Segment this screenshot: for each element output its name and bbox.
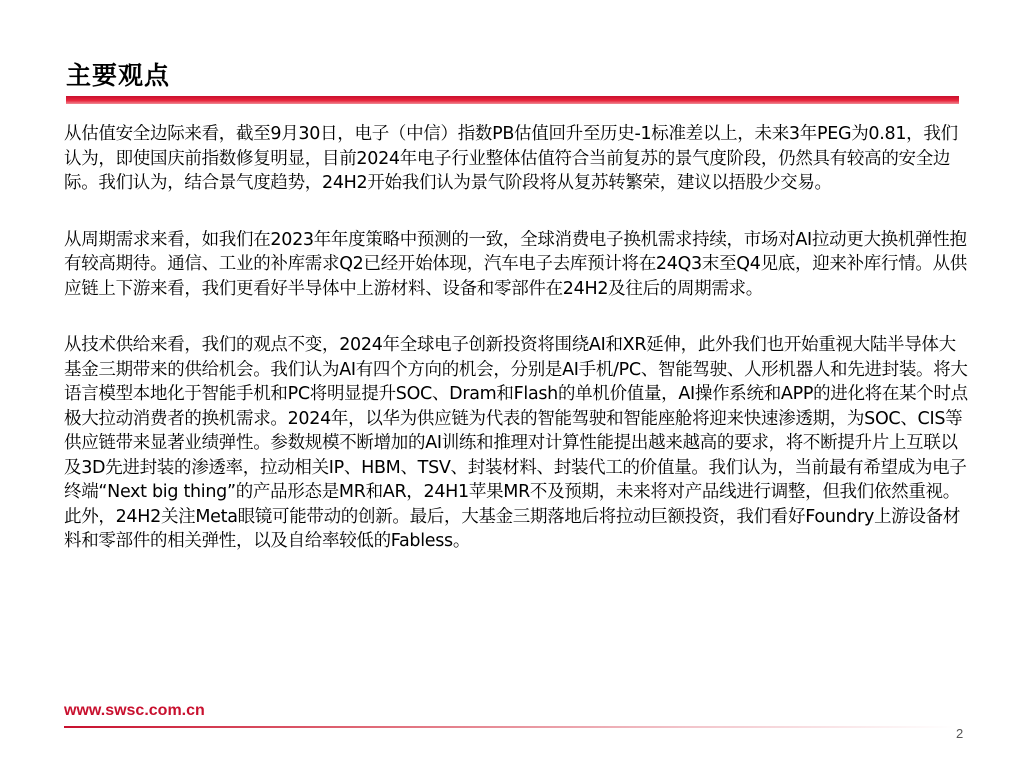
page-number: 2 <box>956 726 964 741</box>
title-underline-bar <box>66 96 959 104</box>
paragraph-cycle-demand: 从周期需求来看，如我们在2023年年度策略中预测的一致，全球消费电子换机需求持续，市场对AI拉动更大换机弹性抱有较高期待。通信、工业的补库需求Q2已经开始体现，汽车电子去库预计将在24Q3末至Q4见底，迎来补库行情。从供应链上下游来看，我们更看好半导体中上游材料、设备和零部件在24H2及往后的周期需求。 <box>64 229 967 299</box>
paragraph-tech-supply: 从技术供给来看，我们的观点不变，2024年全球电子创新投资将围绕AI和XR延伸，此外我们也开始重视大陆半导体大基金三期带来的供给机会。我们认为AI有四个方向的机会，分别是AI手机/PC、智能驾驶、人形机器人和先进封装。将大语言模型本地化于智能手机和PC将明显提升SOC、Dram和Flash的单机价值量，AI操作系统和APP的进化将在某个时点极大拉动消费者的换机需求。2024年，以华为供应链为代表的智能驾驶和智能座舱将迎来快速渗透期，为SOC、CIS等供应链带来显著业绩弹性。参数规模不断增加的AI训练和推理对计算性能提出越来越高的要求，将不断提升片上互联以及3D先进封装的渗透率，拉动相关IP、HBM、TSV、封装材料、封装代工的价值量。我们认为，当前最有希望成为电子终端“Next big thing”的产品形态是MR和AR，24H1苹果MR不及预期，未来将对产品线进行调整，但我们依然重视。此外，24H2关注Meta眼镜可能带动的创新。最后，大基金三期落地后将拉动巨额投资，我们看好Foundry上游设备材料和零部件的相关弹性，以及自给率较低的Fabless。 <box>64 335 968 551</box>
slide-title: 主要观点 <box>66 61 171 90</box>
footer-divider <box>64 726 954 728</box>
paragraph-valuation: 从估值安全边际来看，截至9月30日，电子（中信）指数PB估值回升至历史-1标准差以上，未来3年PEG为0.81，我们认为，即使国庆前指数修复明显，目前2024年电子行业整体估值符合当前复苏的景气度阶段，仍然具有较高的安全边际。我们认为，结合景气度趋势，24H2开始我们认为景气阶段将从复苏转繁荣，建议以捂股少交易。 <box>64 124 958 193</box>
footer-website: www.swsc.com.cn <box>64 702 205 719</box>
slide-body <box>64 122 970 586</box>
